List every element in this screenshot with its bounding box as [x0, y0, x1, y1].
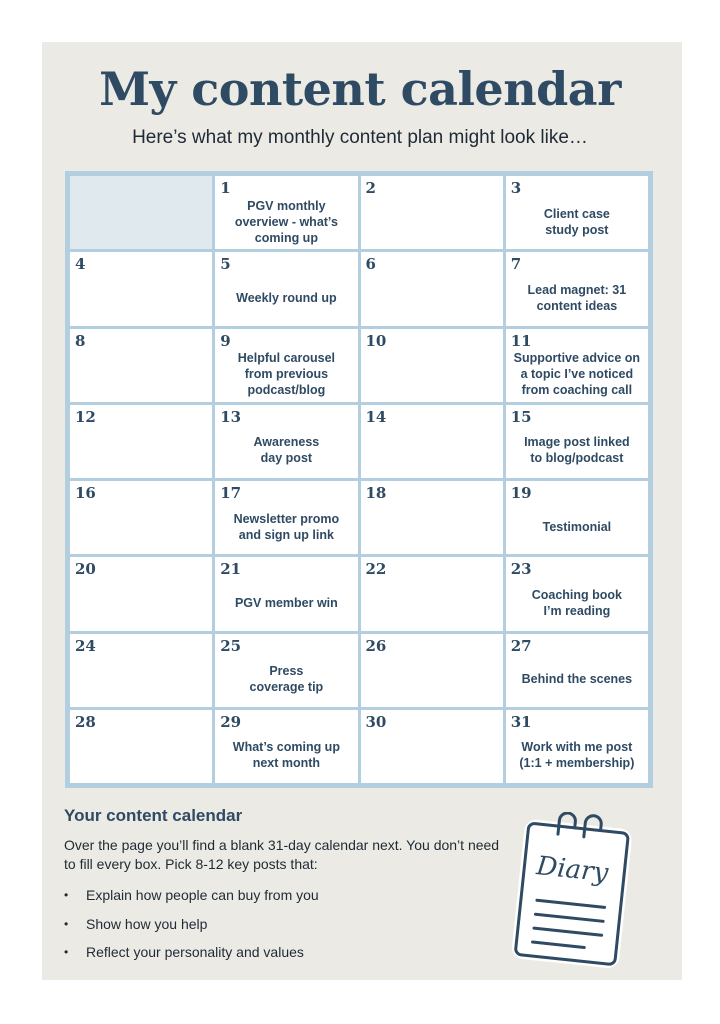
page-title: My content calendar — [99, 62, 621, 116]
day-number: 28 — [75, 712, 96, 731]
content-idea: Lead magnet: 31 content ideas — [527, 282, 627, 313]
day-number: 27 — [510, 636, 532, 655]
calendar-cell-day-30 — [361, 710, 503, 783]
section-heading: Your content calendar — [64, 806, 243, 825]
calendar-cell-day-29 — [215, 710, 357, 783]
page-subtitle: Here’s what my monthly content plan might look like… — [132, 127, 588, 148]
calendar-cell-day-25 — [215, 634, 357, 707]
calendar-cell-day-6 — [361, 252, 503, 325]
calendar-cell-day-8 — [70, 329, 212, 402]
section-intro: Over the page you’ll find a blank 31-day calendar next. You don’t need to fill every box. Pick 8-12 key posts that: — [64, 837, 500, 872]
day-number: 11 — [510, 331, 532, 350]
content-idea: Client case study post — [543, 206, 610, 237]
content-idea: Work with me post (1:1 + membership) — [519, 740, 635, 771]
day-number: 25 — [220, 636, 242, 655]
day-number: 16 — [75, 484, 96, 502]
calendar-cell-day-5 — [215, 252, 357, 325]
calendar-cell-day-1 — [215, 176, 357, 249]
day-number: 21 — [220, 560, 242, 579]
content-idea: Helpful carousel from previous podcast/blog — [237, 351, 335, 398]
calendar-cell-day-18 — [361, 481, 503, 554]
day-number: 17 — [220, 484, 242, 502]
content-calendar-grid — [65, 171, 653, 788]
calendar-cell-day-4 — [70, 252, 212, 325]
content-idea: Awareness day post — [253, 435, 320, 466]
day-number: 22 — [365, 560, 387, 579]
content-idea: What’s coming up next month — [232, 740, 340, 771]
calendar-cell-day-26 — [361, 634, 503, 707]
bullet-text: Explain how people can buy from you — [86, 887, 319, 904]
content-idea: Supportive advice on a topic I’ve noticed from coaching call — [513, 351, 641, 398]
diary-label: Diary — [535, 851, 610, 889]
bullet-item — [64, 910, 319, 939]
content-idea: Behind the scenes — [521, 672, 633, 687]
day-number: 12 — [75, 407, 96, 426]
calendar-cell-day-13 — [215, 405, 357, 478]
content-idea: Newsletter promo and sign up link — [233, 511, 340, 542]
calendar-cell-day-2 — [361, 176, 503, 249]
bullet-item — [64, 938, 319, 967]
day-number: 1 — [220, 179, 231, 197]
day-number: 31 — [510, 712, 532, 731]
day-number: 29 — [220, 712, 242, 731]
day-number: 24 — [75, 636, 96, 655]
calendar-cell-day-23 — [506, 557, 648, 630]
calendar-cell-day-21 — [215, 557, 357, 630]
calendar-cell-day-28 — [70, 710, 212, 783]
content-idea: Testimonial — [542, 519, 612, 534]
day-number: 30 — [365, 712, 387, 731]
calendar-cell-empty — [70, 176, 212, 249]
content-idea: PGV monthly overview - what’s coming up — [234, 198, 338, 245]
content-idea: Weekly round up — [236, 290, 337, 305]
bullet-icon: • — [64, 916, 69, 931]
content-idea: PGV member win — [234, 595, 338, 610]
bullet-text: Show how you help — [86, 915, 208, 932]
content-idea: Press coverage tip — [249, 664, 324, 695]
day-number: 26 — [365, 636, 387, 655]
calendar-cell-day-3 — [506, 176, 648, 249]
calendar-cell-day-19 — [506, 481, 648, 554]
calendar-cell-day-17 — [215, 481, 357, 554]
day-number: 23 — [510, 560, 532, 579]
calendar-cell-day-27 — [506, 634, 648, 707]
calendar-cell-day-24 — [70, 634, 212, 707]
day-number: 9 — [220, 331, 231, 350]
bullet-list — [64, 881, 319, 967]
day-number: 2 — [365, 179, 376, 197]
day-number: 20 — [75, 560, 96, 579]
calendar-cell-day-20 — [70, 557, 212, 630]
day-number: 4 — [75, 255, 86, 274]
day-number: 13 — [220, 407, 242, 426]
calendar-cell-day-12 — [70, 405, 212, 478]
day-number: 3 — [510, 179, 522, 197]
content-idea: Image post linked to blog/podcast — [524, 435, 630, 466]
calendar-cell-day-22 — [361, 557, 503, 630]
day-number: 19 — [510, 484, 532, 502]
bullet-icon: • — [64, 888, 69, 903]
calendar-cell-day-9 — [215, 329, 357, 402]
day-number: 18 — [365, 484, 387, 502]
calendar-cell-day-10 — [361, 329, 503, 402]
calendar-cell-day-15 — [506, 405, 648, 478]
calendar-cell-day-11 — [506, 329, 648, 402]
day-number: 5 — [220, 255, 231, 274]
calendar-cell-day-14 — [361, 405, 503, 478]
bullet-text: Reflect your personality and values — [86, 944, 304, 961]
day-number: 15 — [510, 407, 532, 426]
day-number: 10 — [365, 331, 387, 350]
calendar-cell-day-31 — [506, 710, 648, 783]
calendar-cell-day-16 — [70, 481, 212, 554]
bullet-icon: • — [64, 945, 69, 960]
content-idea: Coaching book I’m reading — [531, 587, 623, 618]
day-number: 6 — [365, 255, 376, 274]
bullet-item — [64, 881, 319, 910]
day-number: 8 — [75, 331, 86, 350]
calendar-cell-day-7 — [506, 252, 648, 325]
diary-notebook-icon — [508, 812, 638, 972]
day-number: 7 — [510, 255, 522, 274]
day-number: 14 — [365, 407, 387, 426]
